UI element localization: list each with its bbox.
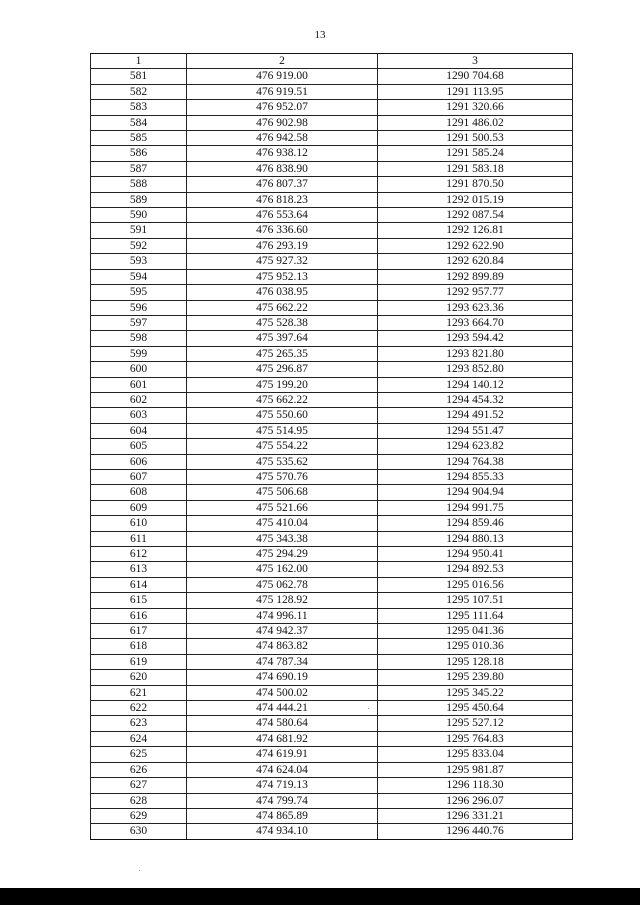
x-coordinate-cell: 474 580.64 <box>187 716 378 731</box>
point-number-cell: 618 <box>91 639 187 654</box>
table-row <box>91 115 573 130</box>
column-header-x-coordinate: 2 <box>187 54 378 69</box>
table-row <box>91 516 573 531</box>
table-row <box>91 778 573 793</box>
x-coordinate-cell: 476 902.98 <box>187 115 378 130</box>
table-row <box>91 624 573 639</box>
point-number-cell: 596 <box>91 300 187 315</box>
y-coordinate-cell: 1291 500.53 <box>378 131 573 146</box>
x-coordinate-cell: 475 514.95 <box>187 423 378 438</box>
y-coordinate-cell: 1292 957.77 <box>378 285 573 300</box>
point-number-cell: 610 <box>91 516 187 531</box>
table-row <box>91 716 573 731</box>
table-row <box>91 562 573 577</box>
table-row <box>91 762 573 777</box>
table-row <box>91 238 573 253</box>
table-row <box>91 331 573 346</box>
x-coordinate-cell: 474 996.11 <box>187 608 378 623</box>
table-header-row <box>91 54 573 69</box>
point-number-cell: 584 <box>91 115 187 130</box>
y-coordinate-cell: 1294 491.52 <box>378 408 573 423</box>
table-row <box>91 161 573 176</box>
y-coordinate-cell: 1295 833.04 <box>378 747 573 762</box>
table-row <box>91 531 573 546</box>
x-coordinate-cell: 476 807.37 <box>187 177 378 192</box>
x-coordinate-cell: 475 662.22 <box>187 392 378 407</box>
table-row <box>91 808 573 823</box>
point-number-cell: 585 <box>91 131 187 146</box>
x-coordinate-cell: 475 410.04 <box>187 516 378 531</box>
point-number-cell: 593 <box>91 254 187 269</box>
point-number-cell: 622 <box>91 701 187 716</box>
x-coordinate-cell: 476 293.19 <box>187 238 378 253</box>
y-coordinate-cell: 1294 950.41 <box>378 547 573 562</box>
y-coordinate-cell: 1294 140.12 <box>378 377 573 392</box>
table-row <box>91 223 573 238</box>
table-row <box>91 423 573 438</box>
point-number-cell: 603 <box>91 408 187 423</box>
x-coordinate-cell: 475 952.13 <box>187 269 378 284</box>
y-coordinate-cell: 1294 454.32 <box>378 392 573 407</box>
x-coordinate-cell: 476 942.58 <box>187 131 378 146</box>
point-number-cell: 606 <box>91 454 187 469</box>
table-body <box>91 69 573 839</box>
x-coordinate-cell: 476 336.60 <box>187 223 378 238</box>
table-row <box>91 300 573 315</box>
table-row <box>91 547 573 562</box>
point-number-cell: 611 <box>91 531 187 546</box>
table-row <box>91 346 573 361</box>
x-coordinate-cell: 475 062.78 <box>187 577 378 592</box>
y-coordinate-cell: 1294 892.53 <box>378 562 573 577</box>
point-number-cell: 602 <box>91 392 187 407</box>
x-coordinate-cell: 475 535.62 <box>187 454 378 469</box>
point-number-cell: 619 <box>91 654 187 669</box>
x-coordinate-cell: 475 570.76 <box>187 469 378 484</box>
y-coordinate-cell: 1295 527.12 <box>378 716 573 731</box>
point-number-cell: 586 <box>91 146 187 161</box>
x-coordinate-cell: 475 662.22 <box>187 300 378 315</box>
y-coordinate-cell: 1296 296.07 <box>378 793 573 808</box>
y-coordinate-cell: 1291 585.24 <box>378 146 573 161</box>
point-number-cell: 609 <box>91 500 187 515</box>
x-coordinate-cell: 476 818.23 <box>187 192 378 207</box>
y-coordinate-cell: 1293 821.80 <box>378 346 573 361</box>
point-number-cell: 613 <box>91 562 187 577</box>
point-number-cell: 614 <box>91 577 187 592</box>
x-coordinate-cell: 475 550.60 <box>187 408 378 423</box>
table-row <box>91 500 573 515</box>
table-row <box>91 254 573 269</box>
x-coordinate-cell: 474 787.34 <box>187 654 378 669</box>
table-row <box>91 608 573 623</box>
table-row <box>91 439 573 454</box>
table-row <box>91 469 573 484</box>
y-coordinate-cell: 1296 440.76 <box>378 824 573 839</box>
y-coordinate-cell: 1292 620.84 <box>378 254 573 269</box>
table-row <box>91 793 573 808</box>
point-number-cell: 581 <box>91 69 187 84</box>
y-coordinate-cell: 1295 111.64 <box>378 608 573 623</box>
table-row <box>91 731 573 746</box>
y-coordinate-cell: 1293 664.70 <box>378 315 573 330</box>
y-coordinate-cell: 1291 583.18 <box>378 161 573 176</box>
y-coordinate-cell: 1293 594.42 <box>378 331 573 346</box>
y-coordinate-cell: 1291 486.02 <box>378 115 573 130</box>
point-number-cell: 582 <box>91 84 187 99</box>
point-number-cell: 583 <box>91 100 187 115</box>
x-coordinate-cell: 475 162.00 <box>187 562 378 577</box>
y-coordinate-cell: 1296 331.21 <box>378 808 573 823</box>
y-coordinate-cell: 1295 239.80 <box>378 670 573 685</box>
table-row <box>91 377 573 392</box>
point-number-cell: 628 <box>91 793 187 808</box>
point-number-cell: 598 <box>91 331 187 346</box>
table-row <box>91 654 573 669</box>
y-coordinate-cell: 1292 899.89 <box>378 269 573 284</box>
scan-edge-bar <box>0 888 640 905</box>
table-row <box>91 593 573 608</box>
x-coordinate-cell: 475 294.29 <box>187 547 378 562</box>
point-number-cell: 629 <box>91 808 187 823</box>
y-coordinate-cell: 1293 623.36 <box>378 300 573 315</box>
x-coordinate-cell: 474 624.04 <box>187 762 378 777</box>
x-coordinate-cell: 475 343.38 <box>187 531 378 546</box>
column-header-y-coordinate: 3 <box>378 54 573 69</box>
table-row <box>91 269 573 284</box>
scan-speck <box>139 870 140 871</box>
table-row <box>91 192 573 207</box>
point-number-cell: 621 <box>91 685 187 700</box>
y-coordinate-cell: 1295 981.87 <box>378 762 573 777</box>
y-coordinate-cell: 1295 107.51 <box>378 593 573 608</box>
point-number-cell: 591 <box>91 223 187 238</box>
x-coordinate-cell: 475 265.35 <box>187 346 378 361</box>
y-coordinate-cell: 1291 320.66 <box>378 100 573 115</box>
x-coordinate-cell: 474 690.19 <box>187 670 378 685</box>
y-coordinate-cell: 1293 852.80 <box>378 362 573 377</box>
point-number-cell: 600 <box>91 362 187 377</box>
point-number-cell: 627 <box>91 778 187 793</box>
y-coordinate-cell: 1294 855.33 <box>378 469 573 484</box>
table-row <box>91 824 573 839</box>
x-coordinate-cell: 474 681.92 <box>187 731 378 746</box>
y-coordinate-cell: 1295 450.64 <box>378 701 573 716</box>
point-number-cell: 605 <box>91 439 187 454</box>
x-coordinate-cell: 475 927.32 <box>187 254 378 269</box>
point-number-cell: 625 <box>91 747 187 762</box>
table-row <box>91 747 573 762</box>
table-row <box>91 485 573 500</box>
table-row <box>91 454 573 469</box>
x-coordinate-cell: 476 919.51 <box>187 84 378 99</box>
x-coordinate-cell: 475 528.38 <box>187 315 378 330</box>
point-number-cell: 630 <box>91 824 187 839</box>
point-number-cell: 599 <box>91 346 187 361</box>
column-header-point-number: 1 <box>91 54 187 69</box>
y-coordinate-cell: 1292 015.19 <box>378 192 573 207</box>
y-coordinate-cell: 1294 880.13 <box>378 531 573 546</box>
x-coordinate-cell: 474 619.91 <box>187 747 378 762</box>
x-coordinate-cell: 474 934.10 <box>187 824 378 839</box>
x-coordinate-cell: 474 500.02 <box>187 685 378 700</box>
table-row <box>91 577 573 592</box>
table-row <box>91 315 573 330</box>
table-row <box>91 408 573 423</box>
point-number-cell: 604 <box>91 423 187 438</box>
point-number-cell: 620 <box>91 670 187 685</box>
point-number-cell: 607 <box>91 469 187 484</box>
point-number-cell: 592 <box>91 238 187 253</box>
point-number-cell: 588 <box>91 177 187 192</box>
point-number-cell: 594 <box>91 269 187 284</box>
y-coordinate-cell: 1294 764.38 <box>378 454 573 469</box>
x-coordinate-cell: 476 919.00 <box>187 69 378 84</box>
point-number-cell: 595 <box>91 285 187 300</box>
y-coordinate-cell: 1294 904.94 <box>378 485 573 500</box>
x-coordinate-cell: 474 444.21 <box>187 701 378 716</box>
y-coordinate-cell: 1295 128.18 <box>378 654 573 669</box>
x-coordinate-cell: 476 038.95 <box>187 285 378 300</box>
table-row <box>91 670 573 685</box>
x-coordinate-cell: 476 553.64 <box>187 208 378 223</box>
x-coordinate-cell: 476 938.12 <box>187 146 378 161</box>
y-coordinate-cell: 1291 870.50 <box>378 177 573 192</box>
x-coordinate-cell: 475 521.66 <box>187 500 378 515</box>
x-coordinate-cell: 474 799.74 <box>187 793 378 808</box>
point-number-cell: 623 <box>91 716 187 731</box>
x-coordinate-cell: 474 863.82 <box>187 639 378 654</box>
y-coordinate-cell: 1292 087.54 <box>378 208 573 223</box>
point-number-cell: 601 <box>91 377 187 392</box>
table-row <box>91 84 573 99</box>
y-coordinate-cell: 1292 126.81 <box>378 223 573 238</box>
y-coordinate-cell: 1295 345.22 <box>378 685 573 700</box>
x-coordinate-cell: 474 865.89 <box>187 808 378 823</box>
y-coordinate-cell: 1294 991.75 <box>378 500 573 515</box>
y-coordinate-cell: 1295 016.56 <box>378 577 573 592</box>
table-row <box>91 208 573 223</box>
y-coordinate-cell: 1295 041.36 <box>378 624 573 639</box>
y-coordinate-cell: 1294 623.82 <box>378 439 573 454</box>
x-coordinate-cell: 475 397.64 <box>187 331 378 346</box>
table-row <box>91 177 573 192</box>
point-number-cell: 617 <box>91 624 187 639</box>
table-row <box>91 685 573 700</box>
scan-speck <box>368 708 369 709</box>
point-number-cell: 589 <box>91 192 187 207</box>
y-coordinate-cell: 1294 859.46 <box>378 516 573 531</box>
point-number-cell: 587 <box>91 161 187 176</box>
table-row <box>91 392 573 407</box>
y-coordinate-cell: 1290 704.68 <box>378 69 573 84</box>
point-number-cell: 616 <box>91 608 187 623</box>
x-coordinate-cell: 475 296.87 <box>187 362 378 377</box>
table-row <box>91 100 573 115</box>
y-coordinate-cell: 1291 113.95 <box>378 84 573 99</box>
point-number-cell: 597 <box>91 315 187 330</box>
table-row <box>91 701 573 716</box>
table-row <box>91 285 573 300</box>
x-coordinate-cell: 475 554.22 <box>187 439 378 454</box>
point-number-cell: 626 <box>91 762 187 777</box>
y-coordinate-cell: 1295 010.36 <box>378 639 573 654</box>
x-coordinate-cell: 475 128.92 <box>187 593 378 608</box>
y-coordinate-cell: 1292 622.90 <box>378 238 573 253</box>
point-number-cell: 608 <box>91 485 187 500</box>
table-row <box>91 362 573 377</box>
x-coordinate-cell: 476 952.07 <box>187 100 378 115</box>
x-coordinate-cell: 475 506.68 <box>187 485 378 500</box>
y-coordinate-cell: 1294 551.47 <box>378 423 573 438</box>
page-number: 13 <box>314 29 326 41</box>
point-number-cell: 615 <box>91 593 187 608</box>
y-coordinate-cell: 1295 764.83 <box>378 731 573 746</box>
x-coordinate-cell: 474 942.37 <box>187 624 378 639</box>
x-coordinate-cell: 474 719.13 <box>187 778 378 793</box>
table-row <box>91 639 573 654</box>
table-row <box>91 131 573 146</box>
point-number-cell: 624 <box>91 731 187 746</box>
table-row <box>91 69 573 84</box>
y-coordinate-cell: 1296 118.30 <box>378 778 573 793</box>
table-row <box>91 146 573 161</box>
point-number-cell: 590 <box>91 208 187 223</box>
point-number-cell: 612 <box>91 547 187 562</box>
x-coordinate-cell: 476 838.90 <box>187 161 378 176</box>
coordinates-table <box>90 53 573 840</box>
x-coordinate-cell: 475 199.20 <box>187 377 378 392</box>
